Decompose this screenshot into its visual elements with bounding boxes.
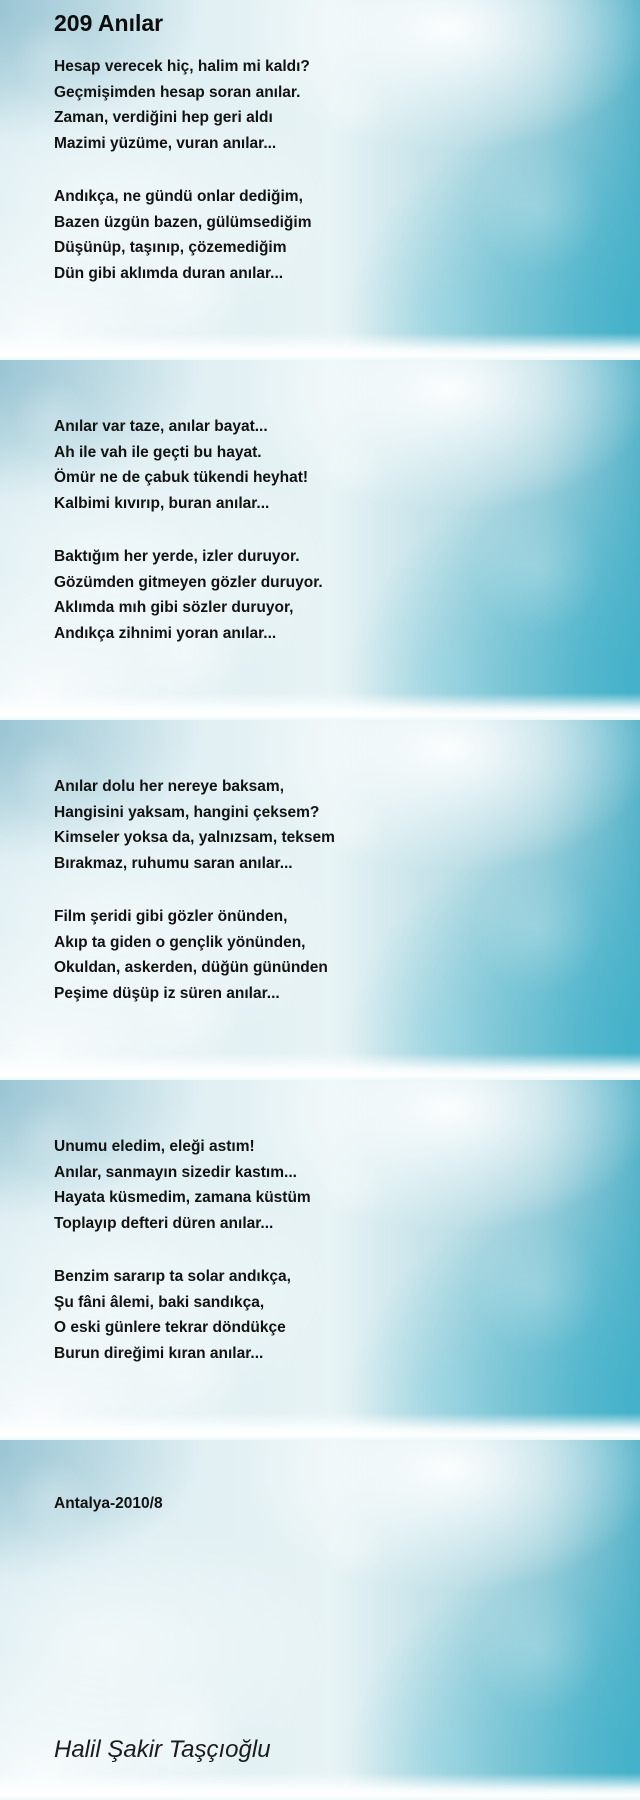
poem-line: Aklımda mıh gibi sözler duruyor, xyxy=(54,599,294,617)
poem-line: Hesap verecek hiç, halim mi kaldı? xyxy=(54,58,310,75)
stanza-4 xyxy=(54,544,323,646)
poem-line: Dün gibi aklımda duran anılar... xyxy=(54,264,284,282)
poem-line: Hayata küsmedim, zamana küstüm xyxy=(54,1189,311,1207)
author-signature: Halil Şakir Taşçıoğlu xyxy=(54,1736,271,1763)
poem-line: Ömür ne de çabuk tükendi heyhat! xyxy=(54,469,309,487)
poem-line: Peşime düşüp iz süren anılar... xyxy=(54,984,280,1002)
background-tile-1 xyxy=(0,0,640,360)
poem-line: Bazen üzgün bazen, gülümsediğim xyxy=(54,213,312,231)
stanza-5 xyxy=(54,774,335,876)
poem-line: Andıkça zihnimi yoran anılar... xyxy=(54,624,277,642)
poem-line: Anılar dolu her nereye baksam, xyxy=(54,778,285,795)
background-tile-4 xyxy=(0,1080,640,1440)
stanza-8 xyxy=(54,1264,291,1366)
stanza-7 xyxy=(54,1134,311,1236)
poem-line: Burun direğimi kıran anılar... xyxy=(54,1344,264,1362)
poem-line: Akıp ta giden o gençlik yönünden, xyxy=(54,933,306,951)
poem-line: Şu fâni âlemi, baki sandıkça, xyxy=(54,1293,265,1311)
poem-line: Film şeridi gibi gözler önünden, xyxy=(54,908,288,925)
poem-line: Anılar var taze, anılar bayat... xyxy=(54,418,268,435)
poem-line: Toplayıp defteri düren anılar... xyxy=(54,1214,274,1232)
poem-line: Geçmişimden hesap soran anılar. xyxy=(54,83,301,101)
stanza-2 xyxy=(54,184,312,286)
background-tile-5 xyxy=(0,1440,640,1800)
poem-line: Kimseler yoksa da, yalnızsam, teksem xyxy=(54,829,335,847)
poem-line: Unumu eledim, eleği astım! xyxy=(54,1138,255,1155)
poem-line: Ah ile vah ile geçti bu hayat. xyxy=(54,443,262,461)
poem-line: Mazimi yüzüme, vuran anılar... xyxy=(54,134,277,152)
poem-line: Benzim sararıp ta solar andıkça, xyxy=(54,1268,291,1285)
poem-line: Bırakmaz, ruhumu saran anılar... xyxy=(54,854,293,872)
poem-line: Anılar, sanmayın sizedir kastım... xyxy=(54,1163,297,1181)
stanza-6 xyxy=(54,904,328,1006)
poem-line: Gözümden gitmeyen gözler duruyor. xyxy=(54,573,323,591)
poem-line: Hangisini yaksam, hangini çeksem? xyxy=(54,803,320,821)
poem-line: O eski günlere tekrar döndükçe xyxy=(54,1319,286,1337)
poem-line: Okuldan, askerden, düğün gününden xyxy=(54,959,328,977)
poem-line: Zaman, verdiğini hep geri aldı xyxy=(54,109,273,127)
poem-line: Kalbimi kıvırıp, buran anılar... xyxy=(54,494,270,512)
location-date: Antalya-2010/8 xyxy=(54,1495,163,1512)
poem-line: Baktığım her yerde, izler duruyor. xyxy=(54,548,300,565)
stanza-1 xyxy=(54,54,310,156)
background-tile-2 xyxy=(0,360,640,720)
stanza-3 xyxy=(54,414,308,516)
background-tile-3 xyxy=(0,720,640,1080)
poem-line: Andıkça, ne gündü onlar dediğim, xyxy=(54,188,303,205)
poem-title: 209 Anılar xyxy=(54,10,164,36)
poem-line: Düşünüp, taşınıp, çözemediğim xyxy=(54,239,287,257)
